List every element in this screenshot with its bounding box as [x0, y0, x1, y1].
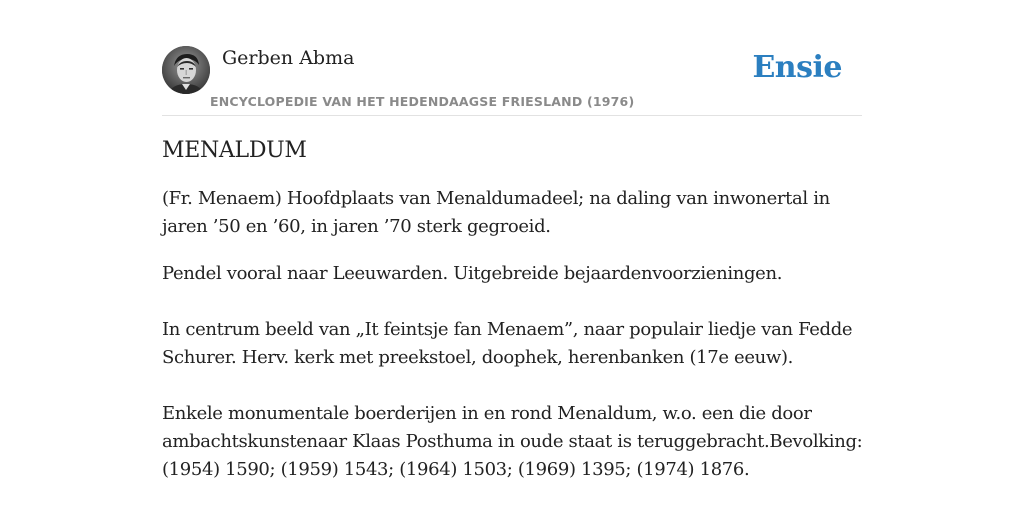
article-paragraph-1: (Fr. Menaem) Hoofdplaats van Menaldumadeel; na daling van inwonertal in jaren ’50 en ’60, in jaren ’70 sterk gegroeid. [162, 188, 830, 237]
article-title: MENALDUM [162, 138, 307, 163]
author-avatar[interactable] [162, 46, 210, 94]
article-content [162, 138, 872, 484]
author-photo-icon [162, 46, 210, 94]
paragraph-spacer [162, 372, 872, 400]
author-name[interactable]: Gerben Abma [222, 47, 355, 69]
paragraph-spacer [162, 241, 872, 260]
ensie-logo[interactable]: Ensie [752, 50, 842, 85]
article-paragraph-3: In centrum beeld van „It feintsje fan Menaem”, naar populair liedje van Fedde Schurer. Herv. kerk met preekstoel, doophek, herenbanken (17e eeuw). [162, 319, 853, 368]
article-paragraph-4: Enkele monumentale boerderijen in en rond Menaldum, w.o. een die door ambachtskunstenaar Klaas Posthuma in oude staat is teruggebracht.Bevolking: (1954) 1590; (1959) 1543; (1964) 1503; (1969) 1395; (1974) 1876. [162, 403, 863, 480]
article-paragraph-2: Pendel vooral naar Leeuwarden. Uitgebreide bejaardenvoorzieningen. [162, 263, 783, 284]
article-header [162, 46, 862, 116]
source-title[interactable]: ENCYCLOPEDIE VAN HET HEDENDAAGSE FRIESLAND (1976) [210, 94, 635, 109]
paragraph-spacer [162, 288, 872, 316]
